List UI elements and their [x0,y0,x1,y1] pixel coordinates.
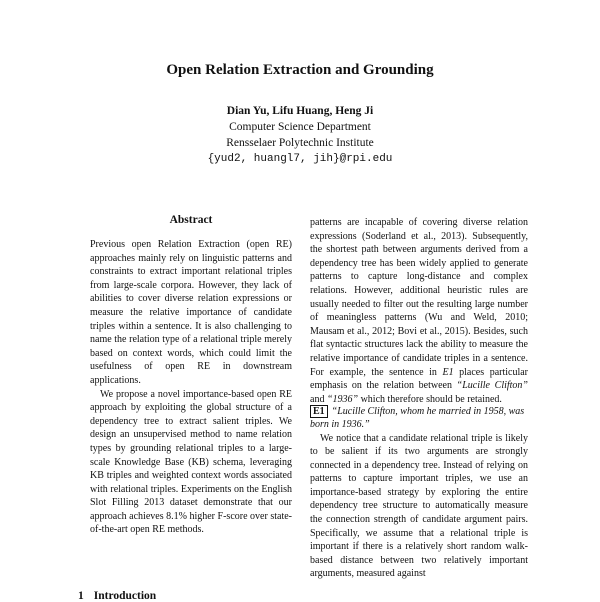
intro-paragraph-2: We notice that a candidate relational triple is likely to be salient if its two arguments are strongly connected in a dependency tree. Instead of relying on patterns to capture important triples, we use an importance-based strategy by exploring the entire dependency tree structure to automatically measure the connection strength of candidate argument pairs. Specifically, we assume that a relational triple is important if there is a relatively short random walk-based distance between two relatively important arguments, measured against [310,432,528,580]
intro-text-b: places particular emphasis on the relation between [310,366,529,392]
section-number: 1 [78,590,84,602]
abstract-paragraph-2: We propose a novel importance-based open RE approach by exploiting the global structure of a dependency tree to extract salient triples. We design an unsupervised method to name relation types by grounding relational triples to a large-scale Knowledge Base (KB) schema, leveraging KB triples and weighted context words associated with relational triples. Experiments on the English Slot Filling 2013 dataset demonstrate that our approach achieves 8.1% higher F-score over state-of-the-art open RE methods. [90,388,292,536]
example-reference: E1 [442,366,454,378]
paper-title: Open Relation Extraction and Grounding [166,62,434,78]
intro-text-a: patterns are incapable of covering diverse relation expressions (Soderland et al., 2013). Subsequently, the shortest path between arguments derived from a dependency tree has been widely applied to generate patterns to capture long-distance and complex relations. However, additional heuristic rules are usually needed to filter out the resulting large number of meaningless patterns (Wu and Weld, 2010; Mausam et al., 2012; Bovi et al., 2015). Besides, such flat syntactic structures lack the ability to measure the relative importance of candidate triples in a sentence. For example, the sentence in [310,217,528,378]
section-title: Introduction [93,590,157,602]
section-heading-introduction [78,590,156,602]
intro-text-c: and [310,393,327,405]
abstract-body [90,238,292,537]
right-column-body [310,216,528,581]
author-department: Computer Science Department [229,121,371,133]
quoted-entity-1: “Lucille Clifton” [456,380,528,392]
author-institute: Rensselaer Polytechnic Institute [226,137,374,149]
quoted-entity-2: “1936” [326,393,359,405]
abstract-paragraph-1: Previous open Relation Extraction (open RE) approaches mainly rely on linguistic patterns and constraints to extract important relational triples from large-scale corpora. However, they lack of abilities to cover diverse relation expressions or measure the relative importance of candidate triples within a sentence. It is also challenging to name the relation type of a relational triple merely based on context words, which could limit the usefulness of open RE in downstream applications. [90,239,292,386]
author-block [0,103,600,167]
author-email: {yud2, huangl7, jih}@rpi.edu [207,153,393,165]
author-names: Dian Yu, Lifu Huang, Heng Ji [226,105,374,117]
example-text: “Lucille Clifton, whom he married in 1958, was born in 1936.” [310,406,525,430]
intro-text-d: which therefore should be retained. [358,393,502,405]
abstract-heading: Abstract [169,214,213,226]
example-sentence [310,406,528,431]
example-label: E1 [310,405,328,418]
intro-paragraph-1 [310,216,528,406]
